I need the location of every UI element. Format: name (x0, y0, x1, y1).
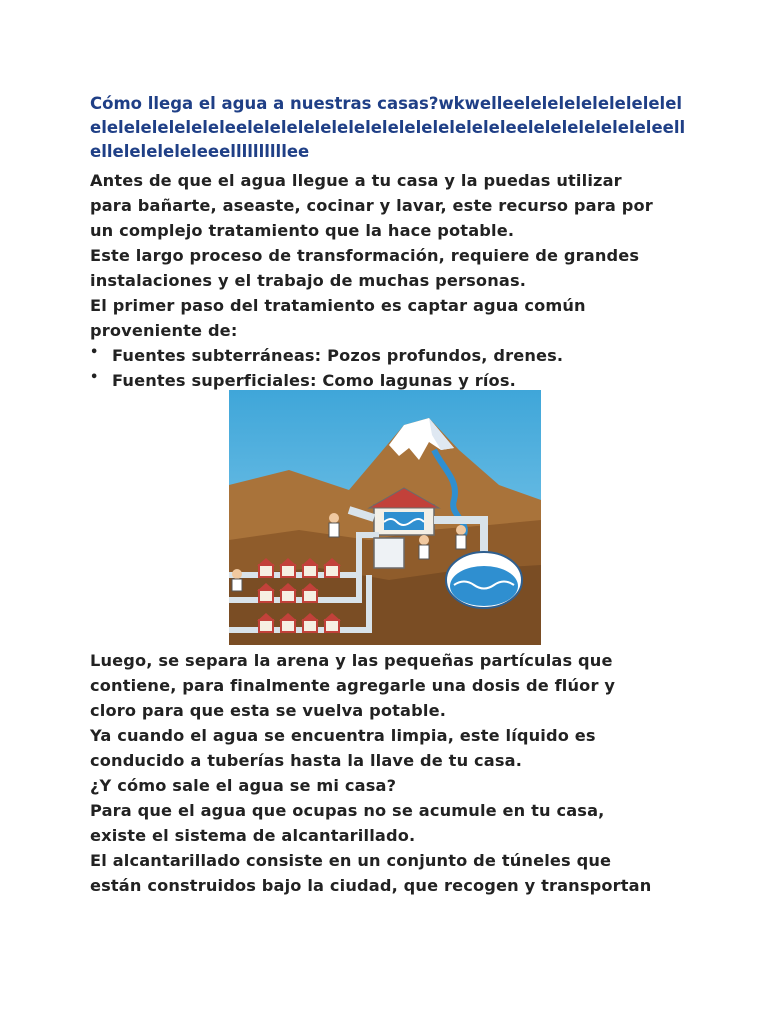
text-line: un complejo tratamiento que la hace potable. (90, 221, 515, 240)
bullet-icon: • (90, 370, 99, 385)
filter-unit (374, 538, 404, 568)
list-item (90, 343, 690, 368)
text-line: para bañarte, aseaste, cocinar y lavar, este recurso para por (90, 196, 653, 215)
water-supply-illustration (229, 390, 541, 645)
text-line: proveniente de: (90, 321, 238, 340)
text-line: Antes de que el agua llegue a tu casa y la puedas utilizar (90, 171, 622, 190)
process-paragraph (90, 648, 690, 898)
water-sources-list (90, 343, 690, 393)
list-item-text: Fuentes superficiales: Como lagunas y ríos. (112, 371, 516, 390)
text-line: Para que el agua que ocupas no se acumule en tu casa, (90, 801, 605, 820)
page-title: Cómo llega el agua a nuestras casas?wkwelleeleleleleleleleleleleleleleleleleleleeleleleleleleleleleleleleleleleleeleleleleleleleleellelleleleleleleeellllllllllee (90, 94, 686, 161)
text-line: Este largo proceso de transformación, requiere de grandes (90, 246, 640, 265)
list-item-text: Fuentes subterráneas: Pozos profundos, drenes. (112, 346, 564, 365)
text-line: El primer paso del tratamiento es captar agua común (90, 296, 586, 315)
text-line: contiene, para finalmente agregarle una dosis de flúor y (90, 676, 616, 695)
text-line: instalaciones y el trabajo de muchas personas. (90, 271, 527, 290)
text-line: conducido a tuberías hasta la llave de tu casa. (90, 751, 523, 770)
text-line: existe el sistema de alcantarillado. (90, 826, 416, 845)
text-line: El alcantarillado consiste en un conjunto de túneles que (90, 851, 612, 870)
text-line: están construidos bajo la ciudad, que recogen y transportan (90, 876, 652, 895)
text-line: Luego, se separa la arena y las pequeñas partículas que (90, 651, 613, 670)
bullet-icon: • (90, 345, 99, 360)
plant-water-tank (384, 512, 424, 530)
text-line: ¿Y cómo sale el agua se mi casa? (90, 776, 397, 795)
text-line: cloro para que esta se vuelva potable. (90, 701, 446, 720)
intro-paragraph (90, 168, 690, 343)
text-line: Ya cuando el agua se encuentra limpia, este líquido es (90, 726, 596, 745)
